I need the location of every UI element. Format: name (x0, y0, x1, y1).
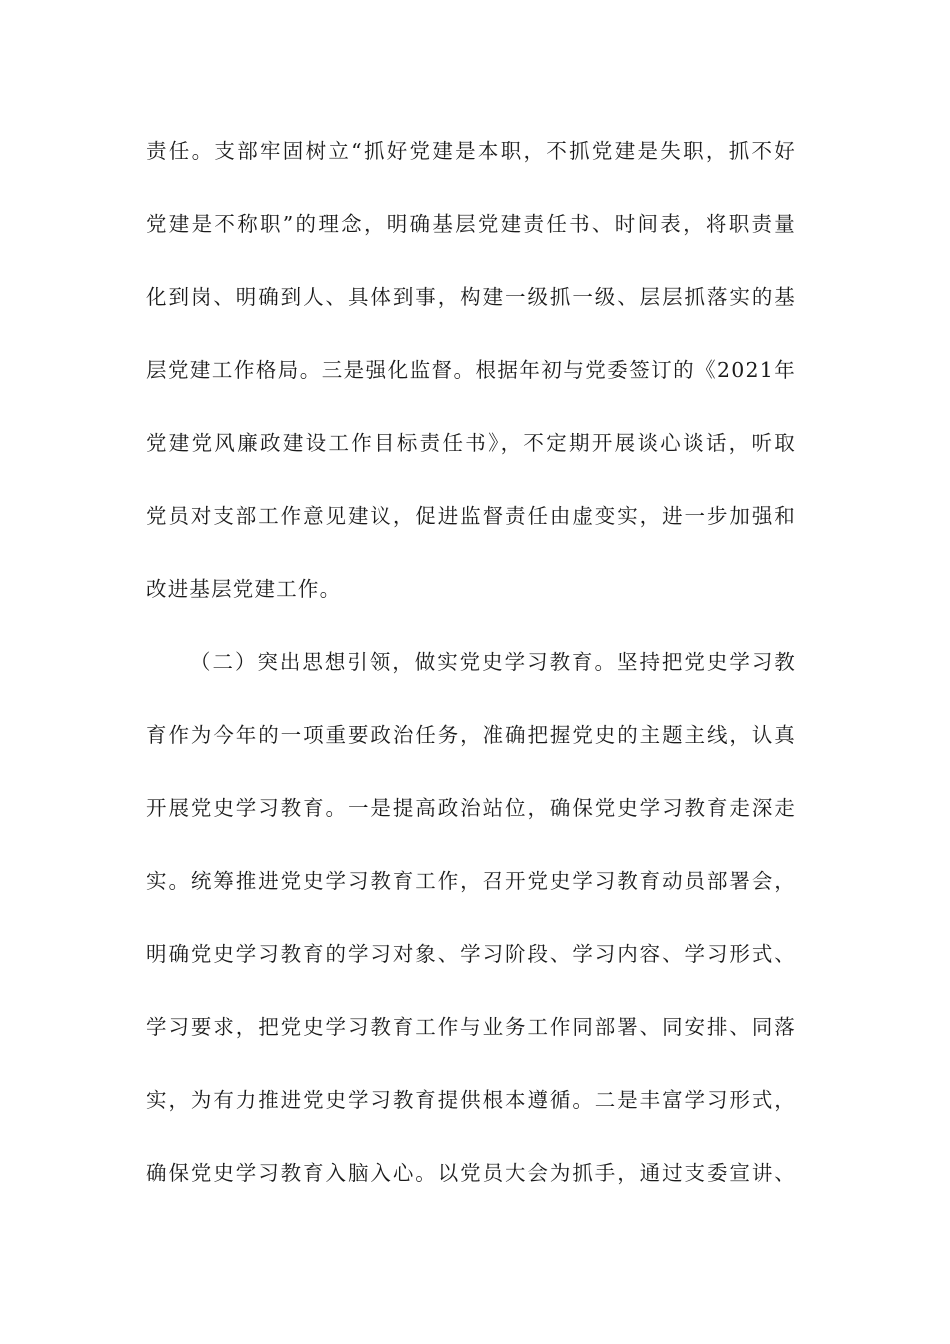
text-line: 党员对支部工作意见建议，促进监督责任由虚变实，进一步加强和 (146, 504, 796, 528)
text-line: 学习要求，把党史学习教育工作与业务工作同部署、同安排、同落 (146, 1015, 796, 1039)
text-line: 开展党史学习教育。一是提高政治站位，确保党史学习教育走深走 (146, 796, 796, 820)
text-line: 实，为有力推进党史学习教育提供根本遵循。二是丰富学习形式， (146, 1088, 796, 1112)
text-line: 责任。支部牢固树立“抓好党建是本职，不抓党建是失职，抓不好 (146, 139, 796, 163)
body-text (146, 128, 796, 1223)
section-heading-line: （二）突出思想引领，做实党史学习教育。坚持把党史学习教 (190, 650, 796, 674)
text-line: 育作为今年的一项重要政治任务，准确把握党史的主题主线，认真 (146, 723, 796, 747)
text-line: 明确党史学习教育的学习对象、学习阶段、学习内容、学习形式、 (146, 942, 796, 966)
text-line: 党建是不称职”的理念，明确基层党建责任书、时间表，将职责量 (146, 212, 796, 236)
text-line: 化到岗、明确到人、具体到事，构建一级抓一级、层层抓落实的基 (146, 285, 796, 309)
text-line: 层党建工作格局。三是强化监督。根据年初与党委签订的《2021年 (146, 358, 796, 382)
text-line: 党建党风廉政建设工作目标责任书》，不定期开展谈心谈话，听取 (146, 431, 796, 455)
text-line: 实。统筹推进党史学习教育工作，召开党史学习教育动员部署会， (146, 869, 796, 893)
text-line: 改进基层党建工作。 (146, 577, 342, 601)
text-line: 确保党史学习教育入脑入心。以党员大会为抓手，通过支委宣讲、 (146, 1161, 796, 1185)
